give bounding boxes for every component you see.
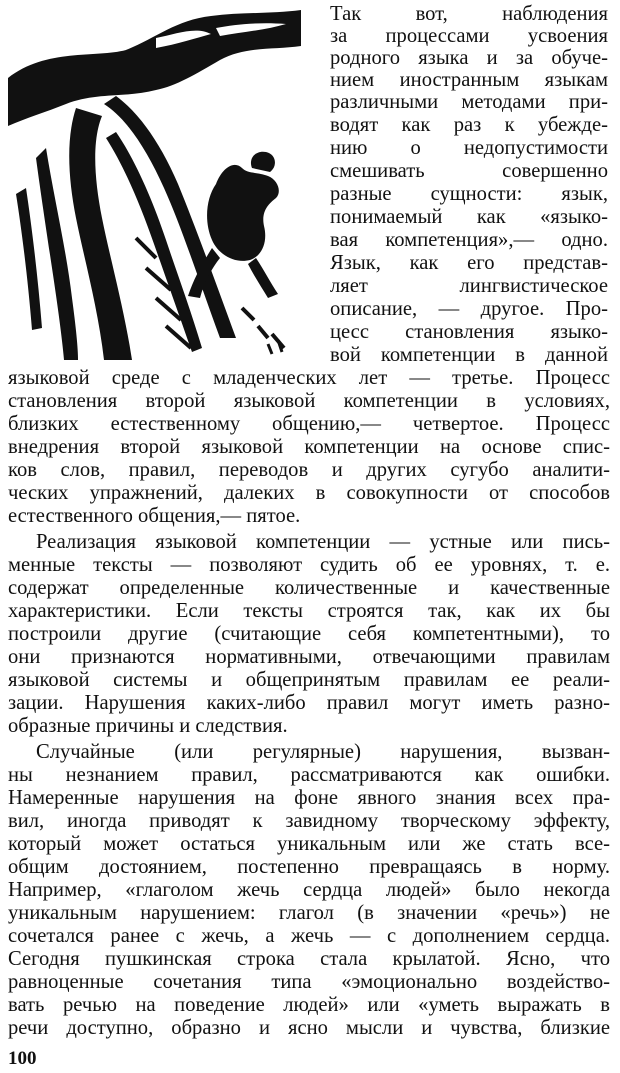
text-line: нию о недопустимости <box>330 137 608 159</box>
text-line: Намеренные нарушения на фоне явного знания всех пра- <box>8 787 610 809</box>
ink-sketch-illustration <box>6 8 306 360</box>
text-line: вил, иногда приводят к завидному творческому эффекту, <box>8 810 610 832</box>
text-line: родного языка и за обуче- <box>330 47 608 69</box>
text-line: менные тексты — позволяют судить об ее уровнях, т. е. <box>8 554 610 576</box>
text-line: построили другие (считающие себя компетентными), то <box>8 623 610 645</box>
text-line: зации. Нарушения каких-либо правил могут иметь разно- <box>8 692 610 714</box>
text-line: который может остаться уникальным или же стать все- <box>8 833 610 855</box>
text-line: естественного общения,— пятое. <box>8 505 301 527</box>
text-line: содержат определенные количественные и качественные <box>8 577 610 599</box>
text-line: сочетался ранее с жечь, а жечь — с дополнением сердца. <box>8 925 610 947</box>
text-line: образные причины и следствия. <box>8 715 288 737</box>
text-line: языковой среде с младенческих лет — третье. Процесс <box>8 367 610 389</box>
text-line: они признаются нормативными, отвечающими правилам <box>8 646 610 668</box>
text-line: близких естественному общению,— четвертое. Процесс <box>8 413 610 435</box>
text-line: характеристики. Если тексты строятся так, как их бы <box>8 600 610 622</box>
ink-sketch-drawing <box>6 8 306 360</box>
text-line: становления второй языковой компетенции в условиях, <box>8 390 610 412</box>
text-line: вая компетенция»,— одно. <box>330 229 608 251</box>
text-line: Реализация языковой компетенции — устные или пись- <box>36 531 610 553</box>
text-line: ны незнанием правил, рассматриваются как ошибки. <box>8 764 610 786</box>
text-line: общим достоянием, постепенно превращаясь в норму. <box>8 856 610 878</box>
text-line: ляет лингвистическое <box>330 275 608 297</box>
text-line: вать речью на поведение людей» или «уметь выражать в <box>8 994 610 1016</box>
text-line: языковой системы и общепринятым правилам ее реали- <box>8 669 610 691</box>
text-line: описание, — другое. Про- <box>330 298 608 320</box>
text-line: вой компетенции в данной <box>330 344 608 366</box>
text-line: цесс становления языко- <box>330 321 608 343</box>
text-line: Случайные (или регулярные) нарушения, вызван- <box>36 741 610 763</box>
text-line: различными методами при- <box>330 91 608 113</box>
text-line: ческих упражнений, далеких в совокупности от способов <box>8 482 610 504</box>
text-line: речи доступно, образно и ясно мысли и чувства, близкие <box>8 1017 610 1039</box>
page-number: 100 <box>8 1048 37 1069</box>
text-line: понимаемый как «языко- <box>330 206 608 228</box>
text-line: Так вот, наблюдения <box>330 3 608 25</box>
text-line: уникальным нарушением: глагол (в значении «речь») не <box>8 902 610 924</box>
text-line: за процессами усвоения <box>330 25 608 47</box>
text-line: смешивать совершенно <box>330 160 608 182</box>
text-line: равноценные сочетания типа «эмоционально воздейство- <box>8 971 610 993</box>
text-line: ков слов, правил, переводов и других сугубо аналити- <box>8 459 610 481</box>
text-line: внедрения второй языковой компетенции на основе спис- <box>8 436 610 458</box>
text-line: нием иностранным языкам <box>330 69 608 91</box>
text-line: Язык, как его представ- <box>330 252 608 274</box>
text-line: Например, «глаголом жечь сердца людей» было некогда <box>8 879 610 901</box>
text-line: Сегодня пушкинская строка стала крылатой. Ясно, что <box>8 948 610 970</box>
text-line: разные сущности: язык, <box>330 183 608 205</box>
text-line: водят как раз к убежде- <box>330 114 608 136</box>
